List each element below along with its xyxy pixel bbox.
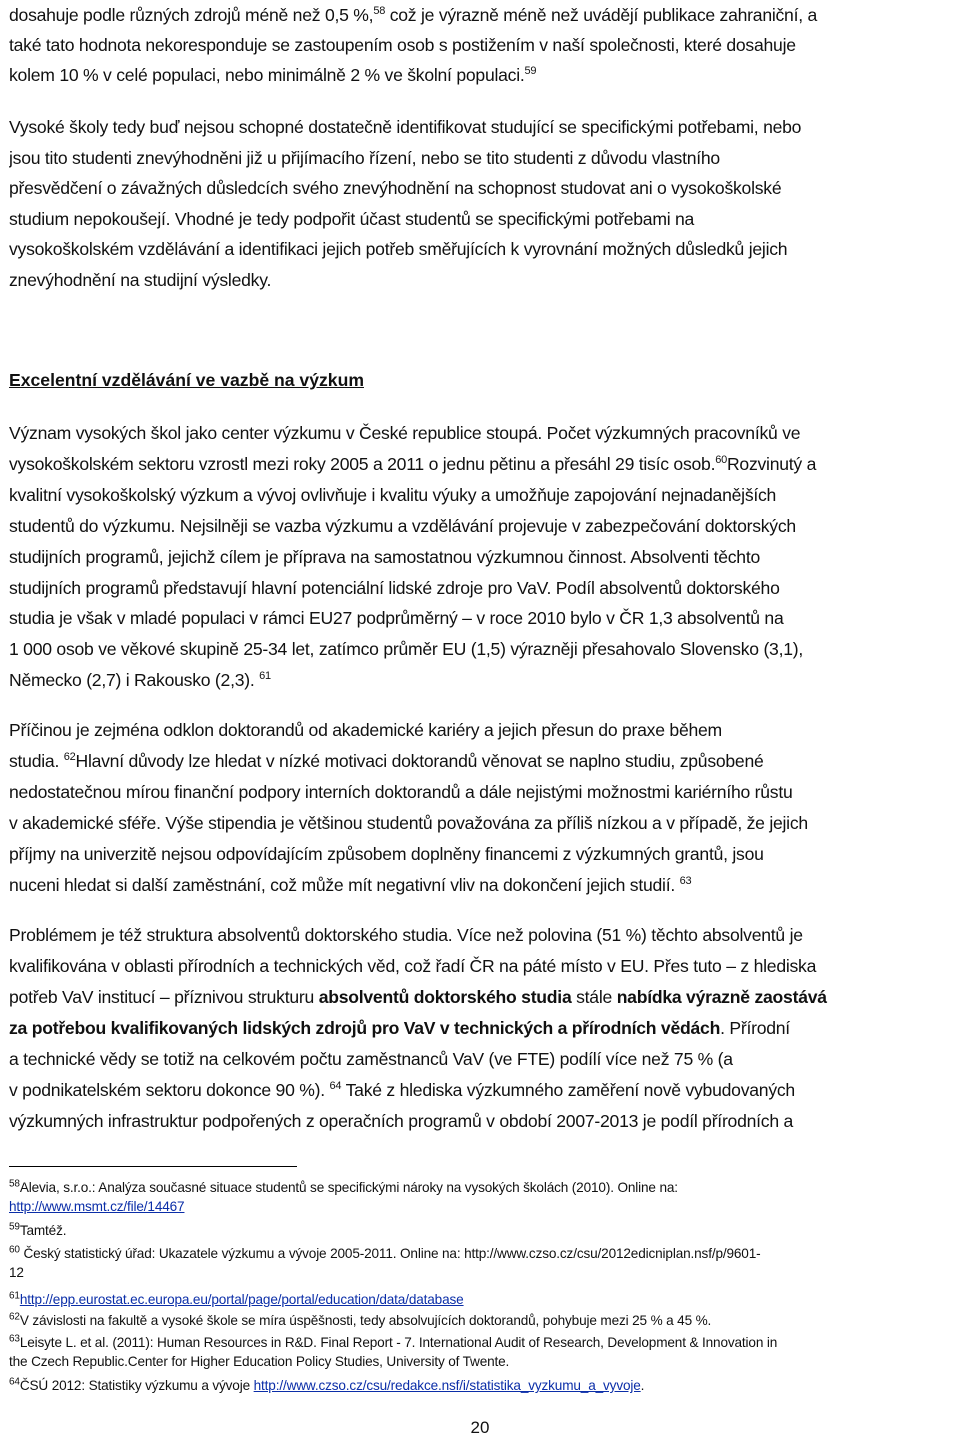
text-line: také tato hodnota nekoresponduje se zastoupením osob s postižením v naší společnosti, které dosahuje [9,35,796,55]
footnote-ref[interactable]: 58 [373,5,386,18]
text-line: studia je však v mladé populaci v rámci EU27 podprůměrný – v roce 2010 bylo v ČR 1,3 absolventů na [9,608,784,629]
footnote-59: $^{59}$Tamtéž. [9,1221,67,1238]
footnote-link[interactable]: http://www.msmt.cz/file/14467 [9,1199,185,1214]
section-heading: Excelentní vzdělávání ve vazbě na výzkum [9,370,364,390]
text-line: studijních programů představují hlavní potenciální lidské zdroje pro VaV. Podíl absolventů doktorského [9,577,780,598]
footnote-61: $^{61}$http://epp.eurostat.ec.europa.eu/portal/page/portal/education/data/database [9,1290,464,1307]
footnote-ref[interactable]: 63 [679,875,692,888]
text-line: znevýhodnění na studijní výsledky. [9,269,272,290]
footnote-link[interactable]: http://www.czso.cz/csu/redakce.nsf/i/statistika_vyzkumu_a_vyvoje [253,1378,641,1393]
text-line: kolem 10 % v celé populaci, nebo minimálně 2 % ve školní populaci.$^{59}$ [9,65,537,85]
text-line: studijních programů, jejichž cílem je příprava na samostatnou výzkumnou činnost. Absolventi těchto [9,546,760,567]
text-line: v akademické sféře. Výše stipendia je většinou studentů považována za příliš nízkou a v případě, že jejich [9,813,808,833]
footnote-58: $^{58}$Alevia, s.r.o.: Analýza současné situace studentů se specifickými nároky na vysokých školách (2010). Online na: http://www.msmt.cz/file/14467 [9,1178,678,1214]
footnote-60: $^{60}$ Český statistický úřad: Ukazatele výzkumu a vývoje 2005-2011. Online na: http://www.czso.cz/csu/2012edicniplan.nsf/p/9601- 12 [9,1244,761,1280]
text-line: Německo (2,7) i Rakousko (2,3). $^{61}$ [9,670,271,691]
text-line: 1 000 osob ve věkové skupině 25-34 let, zatímco průměr EU (1,5) výrazněji přesahovalo Slovensko (3,1), [9,639,804,660]
text-line: jsou tito studenti znevýhodněni již u přijímacího řízení, nebo se tito studenti z důvodu vlastního [9,147,720,168]
text-line: Příčinou je zejména odklon doktorandů od akademické kariéry a jejich přesun do praxe během [9,720,722,740]
text-line: nuceni hledat si další zaměstnání, což může mít negativní vliv na dokončení jejich studií. $^{63}$ [9,875,692,895]
paragraph-doctoral-careers [9,715,955,901]
text-line: Význam vysokých škol jako center výzkumu v České republice stoupá. Počet výzkumných pracovníků ve [9,423,801,443]
footnote-ref[interactable]: 61 [259,670,271,683]
footnote-ref[interactable]: 64 [329,1080,342,1093]
intro-paragraph [9,0,955,90]
text-line: nedostatečnou mírou finanční podpory interních doktorandů a dále nejistými možnostmi kariérního růstu [9,782,793,802]
footnote-separator [9,1166,297,1167]
text-line: v podnikatelském sektoru dokonce 90 %). $^{64}$ Také z hlediska výzkumného zaměření nově vybudovaných [9,1080,795,1100]
text-line: přesvědčení o závažných důsledcích svého znevýhodnění na schopnost studovat ani o vysokoškolské [9,178,782,199]
footnote-64: $^{64}$ČSÚ 2012: Statistiky výzkumu a vývoje http://www.czso.cz/csu/redakce.nsf/i/statistika_vyzkumu_a_vyvoje. [9,1376,645,1393]
text-line: Vysoké školy tedy buď nejsou schopné dostatečně identifikovat studující se specifickými potřebami, nebo [9,117,802,137]
text-line: vysokoškolském sektoru vzrostl mezi roky 2005 a 2011 o jednu pětinu a přesáhl 29 tisíc osob.$^{60}$Rozvinutý a [9,453,817,474]
text-line: Problémem je též struktura absolventů doktorského studia. Více než polovina (51 %) těchto absolventů je [9,925,803,945]
footnote-ref[interactable]: 60 [715,454,727,467]
text-line: studentů do výzkumu. Nejsilněji se vazba výzkumu a vzdělávání projevuje v zabezpečování doktorských [9,515,796,536]
text-line: kvalitní vysokoškolský výzkum a vývoj ovlivňuje i kvalitu výuky a umožňuje zapojování nejnadanějších [9,484,777,505]
footnote-63: $^{63}$Leisyte L. et al. (2011): Human Resources in R&D. Final Report - 7. International Audit of Research, Development & Innovation in the Czech Republic.Center for Higher Education Policy Studies, University of Twente. [9,1333,778,1369]
text-line: vysokoškolském vzdělávání a identifikaci jejich potřeb směřujících k vyrovnání možných důsledků jejich [9,239,788,260]
text-line: studia. $^{62}$Hlavní důvody lze hledat v nízké motivaci doktorandů věnovat se naplno studiu, způsobené [9,751,764,771]
footnote-62: $^{62}$V závislosti na fakultě a vysoké škole se míra úspěšnosti, tedy absolvujících doktorandů, pohybuje mezi 25 % a 45 %. [9,1311,712,1328]
text-line: dosahuje podle různých zdrojů méně než 0,5 %,$^{58}$ což je výrazně méně než uvádějí publikace zahraniční, a [9,5,818,25]
text-line: výzkumných infrastruktur podpořených z operačních programů v období 2007-2013 je podíl přírodních a [9,1111,794,1131]
text-line: za potřebou kvalifikovaných lidských zdrojů pro VaV v technických a přírodních vědách. Přírodní [9,1018,790,1038]
paragraph-accessibility [9,112,955,296]
text-line: potřeb VaV institucí – příznivou strukturu absolventů doktorského studia stále nabídka výrazně zaostává [9,987,827,1007]
text-line: kvalifikována v oblasti přírodních a technických věd, což řadí ČR na páté místo v EU. Přes tuto – z hlediska [9,956,817,976]
page-number: 20 [470,1418,490,1437]
footnote-link[interactable]: http://epp.eurostat.ec.europa.eu/portal/page/portal/education/data/database [19,1292,464,1307]
footnote-ref[interactable]: 62 [63,751,76,764]
footnote-ref[interactable]: 59 [524,65,537,78]
paragraph-structure [9,920,955,1137]
text-line: studium nepokoušejí. Vhodné je tedy podpořit účast studentů se specifickými potřebami na [9,208,695,229]
paragraph-research [9,418,955,696]
text-line: příjmy na univerzitě nejsou odpovídajícím způsobem doplněny financemi z výzkumných grantů, jsou [9,844,764,864]
text-line: a technické vědy se totiž na celkovém počtu zaměstnanců VaV (ve FTE) podílí více než 75 % (a [9,1049,733,1069]
